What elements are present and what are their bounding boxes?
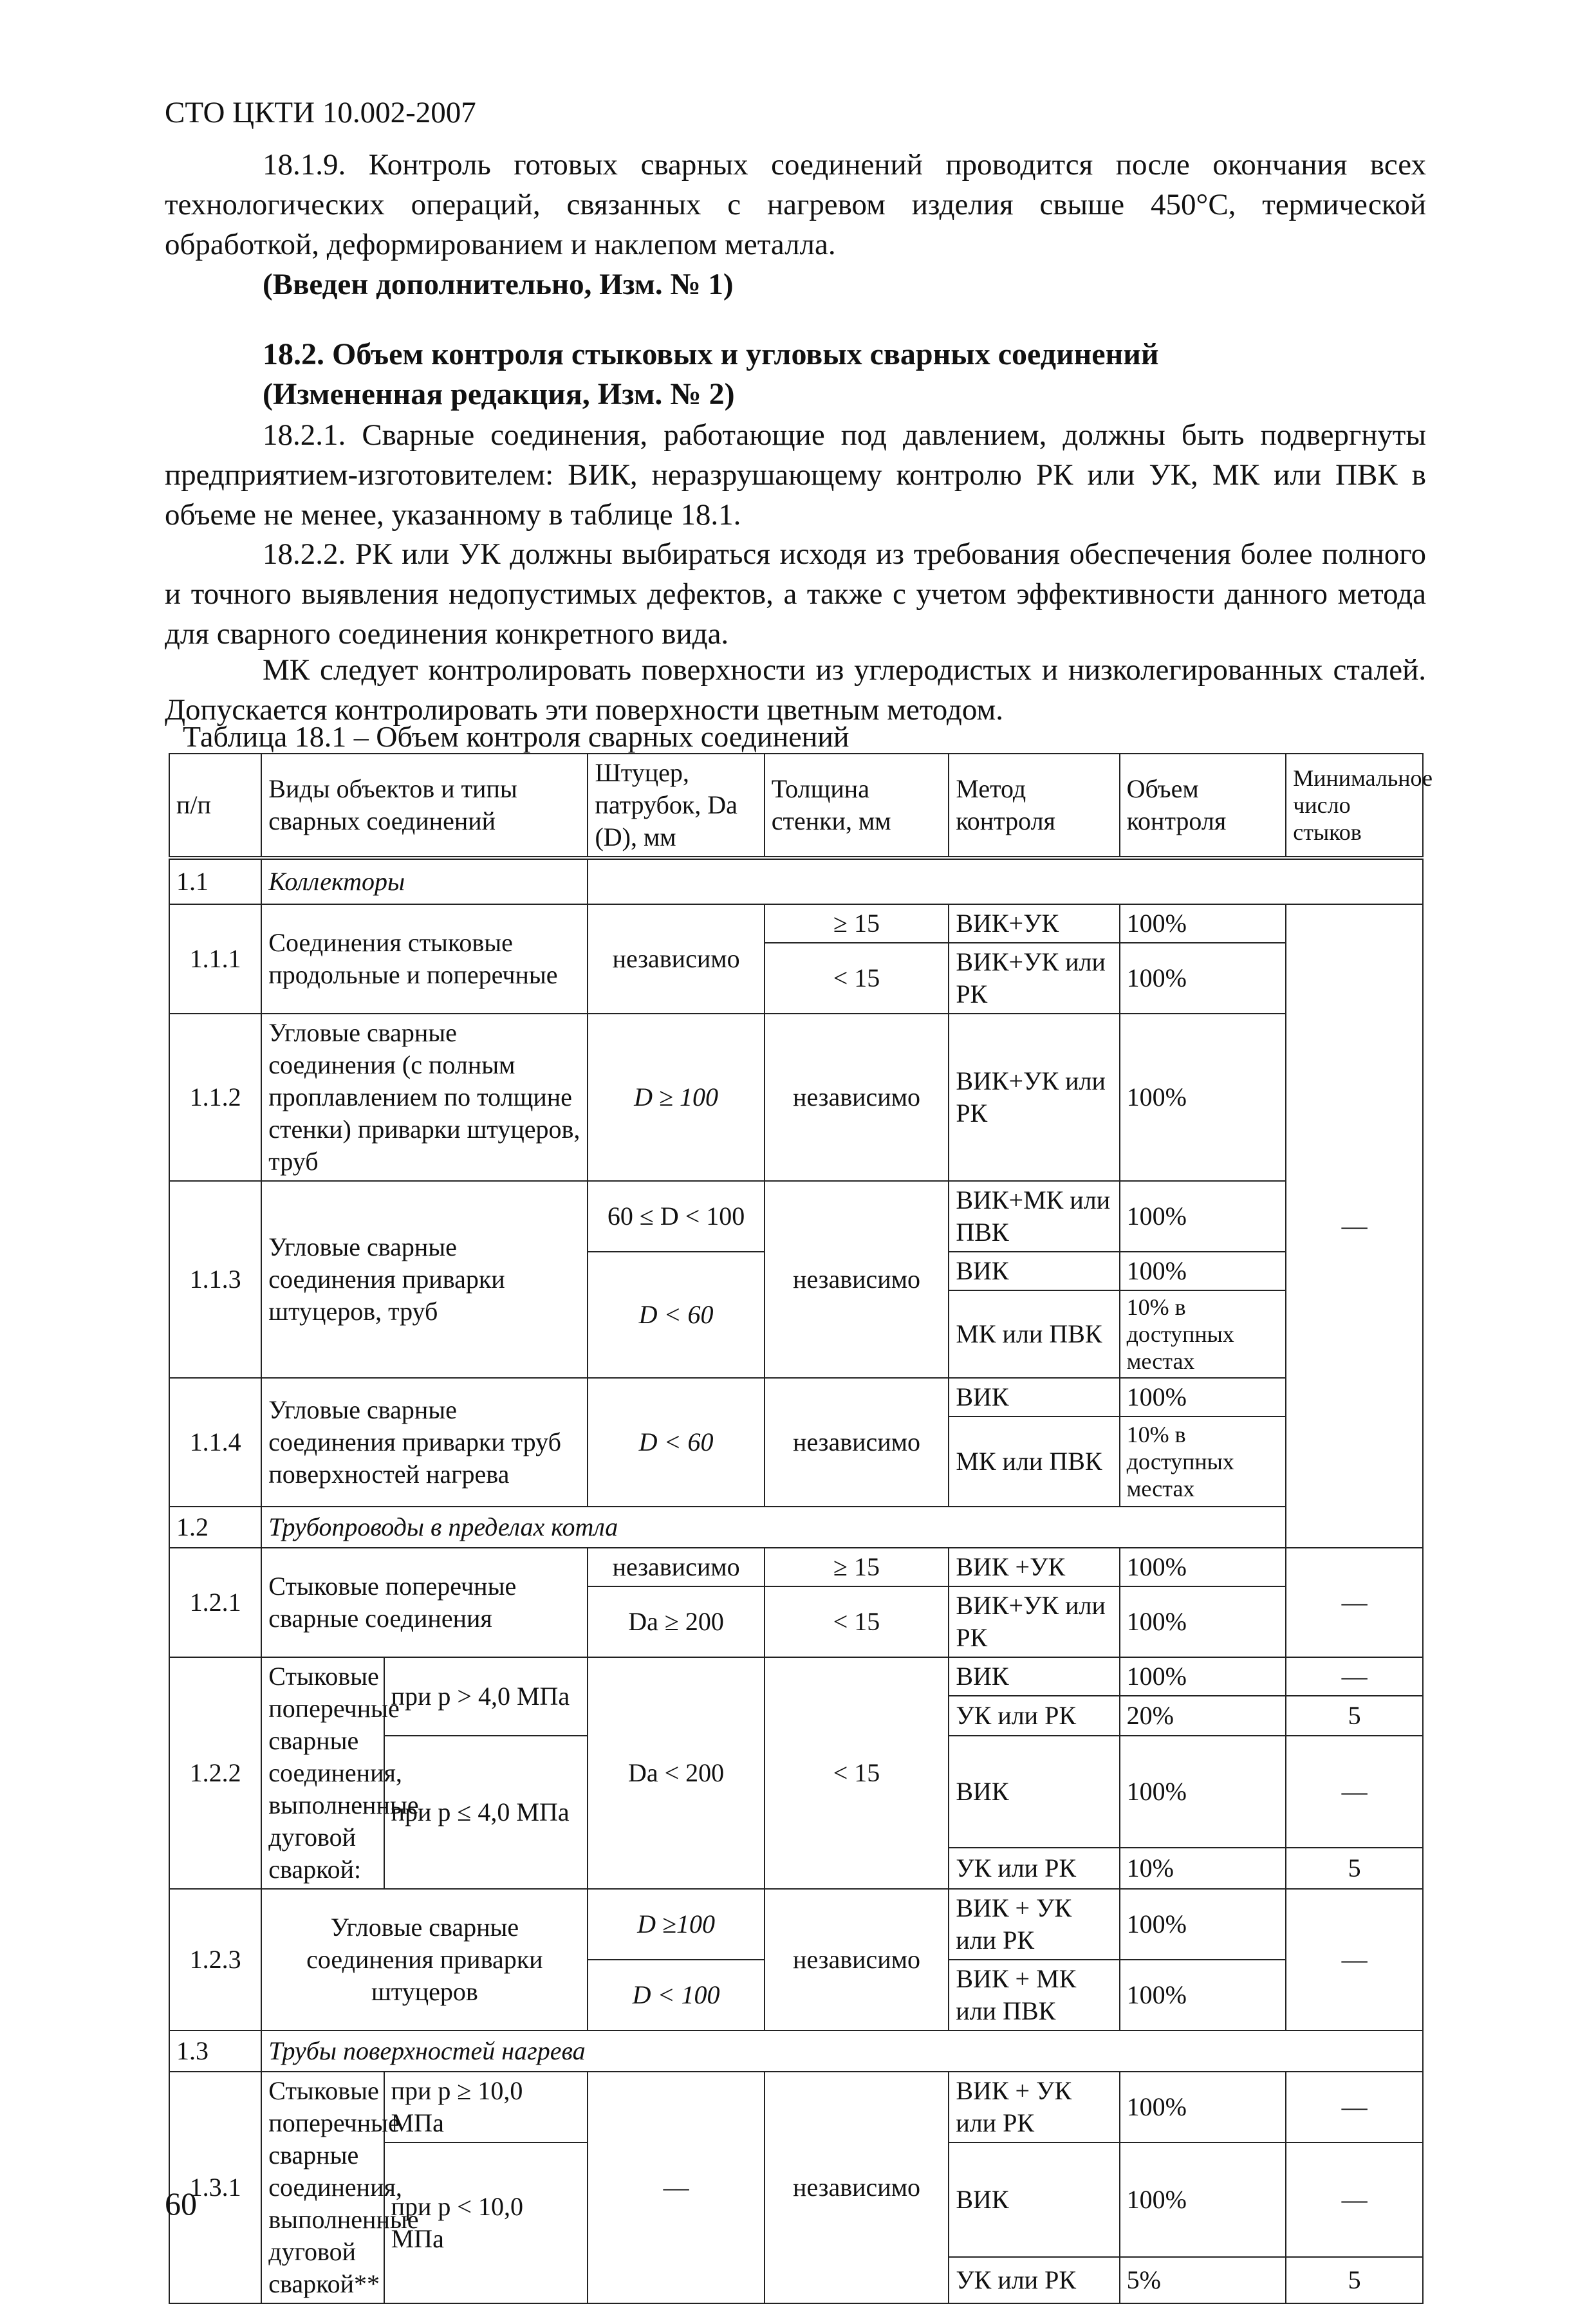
row-volume: 100% bbox=[1120, 1252, 1286, 1290]
empty-cell bbox=[588, 858, 1423, 904]
amendment-note: (Введен дополнительно, Изм. № 1) bbox=[263, 268, 734, 301]
row-type: Стыковые поперечные сварные соединения, выполненные дуговой сваркой: bbox=[261, 1657, 384, 1889]
row-volume: 10% в доступных местах bbox=[1120, 1417, 1286, 1507]
row-method: УК или РК bbox=[949, 2257, 1119, 2303]
row-condition: при р ≥ 10,0 МПа bbox=[384, 2072, 588, 2142]
row-volume: 100% bbox=[1120, 1548, 1286, 1586]
row-method: ВИК bbox=[949, 1378, 1119, 1417]
paragraph-mk: МК следует контролировать поверхности из углеродистых и низколегированных сталей. Допускается контролировать эти поверхности цветным методом. bbox=[165, 653, 1426, 727]
row-method: ВИК bbox=[949, 1736, 1119, 1848]
row-min: 5 bbox=[1286, 1848, 1423, 1889]
document-header: СТО ЦКТИ 10.002-2007 bbox=[165, 96, 476, 129]
table-row bbox=[169, 858, 1423, 904]
row-method: ВИК + УК или РК bbox=[949, 2072, 1119, 2142]
table-row bbox=[169, 1889, 1423, 1960]
row-method: ВИК +УК bbox=[949, 1548, 1119, 1586]
row-num: 1.3.1 bbox=[169, 2072, 261, 2303]
row-condition: при р < 10,0 МПа bbox=[384, 2142, 588, 2303]
header-volume: Объем контроля bbox=[1120, 754, 1286, 858]
row-num: 1.1.3 bbox=[169, 1181, 261, 1378]
row-min: — bbox=[1286, 904, 1423, 1548]
row-volume: 100% bbox=[1120, 1657, 1286, 1696]
row-num: 1.2.2 bbox=[169, 1657, 261, 1889]
row-num: 1.3 bbox=[169, 2030, 261, 2072]
row-fitting: независимо bbox=[588, 1548, 764, 1586]
paragraph-text: 18.1.9. Контроль готовых сварных соединений проводится после окончания всех технологических операций, связанных с нагревом изделия свыше 450°С, термической обработкой, деформированием и наклепом металла. bbox=[165, 148, 1426, 261]
row-thickness: ≥ 15 bbox=[765, 1548, 949, 1586]
paragraph-18-2-1: 18.2.1. Сварные соединения, работающие под давлением, должны быть подвергнуты предприятием-изготовителем: ВИК, неразрушающему контролю РК или УК, МК или ПВК в объеме не менее, указанному в таблице 18.1. bbox=[165, 418, 1426, 532]
row-num: 1.1.4 bbox=[169, 1378, 261, 1507]
section-subheading: (Измененная редакция, Изм. № 2) bbox=[263, 377, 735, 411]
row-volume: 5% bbox=[1120, 2257, 1286, 2303]
row-num: 1.1 bbox=[169, 858, 261, 904]
header-fitting: Штуцер, патрубок, Da (D), мм bbox=[588, 754, 764, 858]
row-method: ВИК+УК или РК bbox=[949, 943, 1119, 1014]
paragraph-18-2-2: 18.2.2. РК или УК должны выбираться исходя из требования обеспечения более полного и точного выявления недопустимых дефектов, а также с учетом эффективности данного метода для сварного соединения конкретного вида. bbox=[165, 537, 1426, 651]
row-volume: 100% bbox=[1120, 1960, 1286, 2030]
row-volume: 20% bbox=[1120, 1696, 1286, 1736]
header-method: Метод контроля bbox=[949, 754, 1119, 858]
row-method: ВИК + УК или РК bbox=[949, 1889, 1119, 1960]
row-volume: 10% bbox=[1120, 1848, 1286, 1889]
row-fitting: D < 60 bbox=[588, 1378, 764, 1507]
row-method: ВИК+УК или РК bbox=[949, 1586, 1119, 1657]
table-row bbox=[169, 904, 1423, 943]
row-volume: 100% bbox=[1120, 1181, 1286, 1252]
row-method: ВИК+МК или ПВК bbox=[949, 1181, 1119, 1252]
row-type: Угловые сварные соединения (с полным проплавлением по толщине стенки) приварки штуцеров, труб bbox=[261, 1014, 588, 1181]
table-row bbox=[169, 1181, 1423, 1252]
row-type: Стыковые поперечные сварные соединения, выполненные дуговой сваркой** bbox=[261, 2072, 384, 2303]
row-thickness: < 15 bbox=[765, 1657, 949, 1889]
row-num: 1.1.2 bbox=[169, 1014, 261, 1181]
row-thickness: независимо bbox=[765, 1014, 949, 1181]
paragraph-18-1-9 bbox=[165, 145, 1426, 304]
row-thickness: независимо bbox=[765, 1181, 949, 1378]
table-row bbox=[169, 1014, 1423, 1181]
row-min: — bbox=[1286, 2142, 1423, 2257]
section-heading: 18.2. Объем контроля стыковых и угловых сварных соединений bbox=[263, 337, 1159, 371]
header-type: Виды объектов и типы сварных соединений bbox=[261, 754, 588, 858]
row-min: — bbox=[1286, 1548, 1423, 1657]
row-min: — bbox=[1286, 1736, 1423, 1848]
row-thickness: независимо bbox=[765, 2072, 949, 2303]
table-row bbox=[169, 1507, 1423, 1548]
row-method: ВИК bbox=[949, 1657, 1119, 1696]
row-method: ВИК bbox=[949, 1252, 1119, 1290]
row-num: 1.2 bbox=[169, 1507, 261, 1548]
row-volume: 100% bbox=[1120, 1736, 1286, 1848]
header-thickness: Толщина стенки, мм bbox=[765, 754, 949, 858]
group-title: Трубопроводы в пределах котла bbox=[261, 1507, 1423, 1548]
row-type: Стыковые поперечные сварные соединения bbox=[261, 1548, 588, 1657]
row-fitting: D < 60 bbox=[588, 1252, 764, 1378]
group-title: Трубы поверхностей нагрева bbox=[261, 2030, 1423, 2072]
row-method: МК или ПВК bbox=[949, 1417, 1119, 1507]
row-num: 1.2.1 bbox=[169, 1548, 261, 1657]
table-header-row bbox=[169, 754, 1423, 858]
page-number: 60 bbox=[165, 2186, 197, 2222]
row-volume: 100% bbox=[1120, 1378, 1286, 1417]
table-row bbox=[169, 2072, 1423, 2142]
row-thickness: независимо bbox=[765, 1889, 949, 2030]
row-volume: 100% bbox=[1120, 1889, 1286, 1960]
row-volume: 100% bbox=[1120, 1586, 1286, 1657]
row-method: МК или ПВК bbox=[949, 1290, 1119, 1378]
table-row bbox=[169, 2030, 1423, 2072]
row-method: ВИК+УК или РК bbox=[949, 1014, 1119, 1181]
row-type: Соединения стыковые продольные и поперечные bbox=[261, 904, 588, 1014]
group-title: Коллекторы bbox=[261, 858, 588, 904]
row-fitting: D ≥ 100 bbox=[588, 1014, 764, 1181]
row-min: — bbox=[1286, 1889, 1423, 2030]
row-min: — bbox=[1286, 1657, 1423, 1696]
row-fitting: D ≥100 bbox=[588, 1889, 764, 1960]
row-num: 1.2.3 bbox=[169, 1889, 261, 2030]
control-volume-table bbox=[169, 753, 1433, 2304]
table-row bbox=[169, 1378, 1423, 1417]
row-method: ВИК+УК bbox=[949, 904, 1119, 943]
row-fitting: 60 ≤ D < 100 bbox=[588, 1181, 764, 1252]
table-caption: Таблица 18.1 – Объем контроля сварных соединений bbox=[183, 720, 849, 753]
row-thickness: < 15 bbox=[765, 1586, 949, 1657]
row-volume: 100% bbox=[1120, 943, 1286, 1014]
row-fitting: — bbox=[588, 2072, 764, 2303]
section-title bbox=[263, 335, 1159, 414]
table-row bbox=[169, 1548, 1423, 1586]
row-fitting: Da ≥ 200 bbox=[588, 1586, 764, 1657]
row-volume: 100% bbox=[1120, 2142, 1286, 2257]
row-volume: 100% bbox=[1120, 1014, 1286, 1181]
row-method: УК или РК bbox=[949, 1696, 1119, 1736]
row-volume: 100% bbox=[1120, 904, 1286, 943]
row-condition: при р ≤ 4,0 МПа bbox=[384, 1736, 588, 1889]
row-thickness: независимо bbox=[765, 1378, 949, 1507]
row-thickness: ≥ 15 bbox=[765, 904, 949, 943]
row-min: — bbox=[1286, 2072, 1423, 2142]
row-min: 5 bbox=[1286, 2257, 1423, 2303]
row-method: ВИК + МК или ПВК bbox=[949, 1960, 1119, 2030]
row-method: УК или РК bbox=[949, 1848, 1119, 1889]
row-type: Угловые сварные соединения приварки штуцеров bbox=[261, 1889, 588, 2030]
row-thickness: < 15 bbox=[765, 943, 949, 1014]
row-volume: 100% bbox=[1120, 2072, 1286, 2142]
header-num: п/п bbox=[169, 754, 261, 858]
row-num: 1.1.1 bbox=[169, 904, 261, 1014]
row-method: ВИК bbox=[949, 2142, 1119, 2257]
row-volume: 10% в доступных местах bbox=[1120, 1290, 1286, 1378]
row-fitting: Da < 200 bbox=[588, 1657, 764, 1889]
row-min: 5 bbox=[1286, 1696, 1423, 1736]
row-type: Угловые сварные соединения приварки труб поверхностей нагрева bbox=[261, 1378, 588, 1507]
row-type: Угловые сварные соединения приварки штуцеров, труб bbox=[261, 1181, 588, 1378]
row-condition: при р > 4,0 МПа bbox=[384, 1657, 588, 1736]
header-min-joints: Минимальное число стыков bbox=[1286, 754, 1423, 858]
row-fitting: D < 100 bbox=[588, 1960, 764, 2030]
table-row bbox=[169, 1657, 1423, 1696]
row-fitting: независимо bbox=[588, 904, 764, 1014]
